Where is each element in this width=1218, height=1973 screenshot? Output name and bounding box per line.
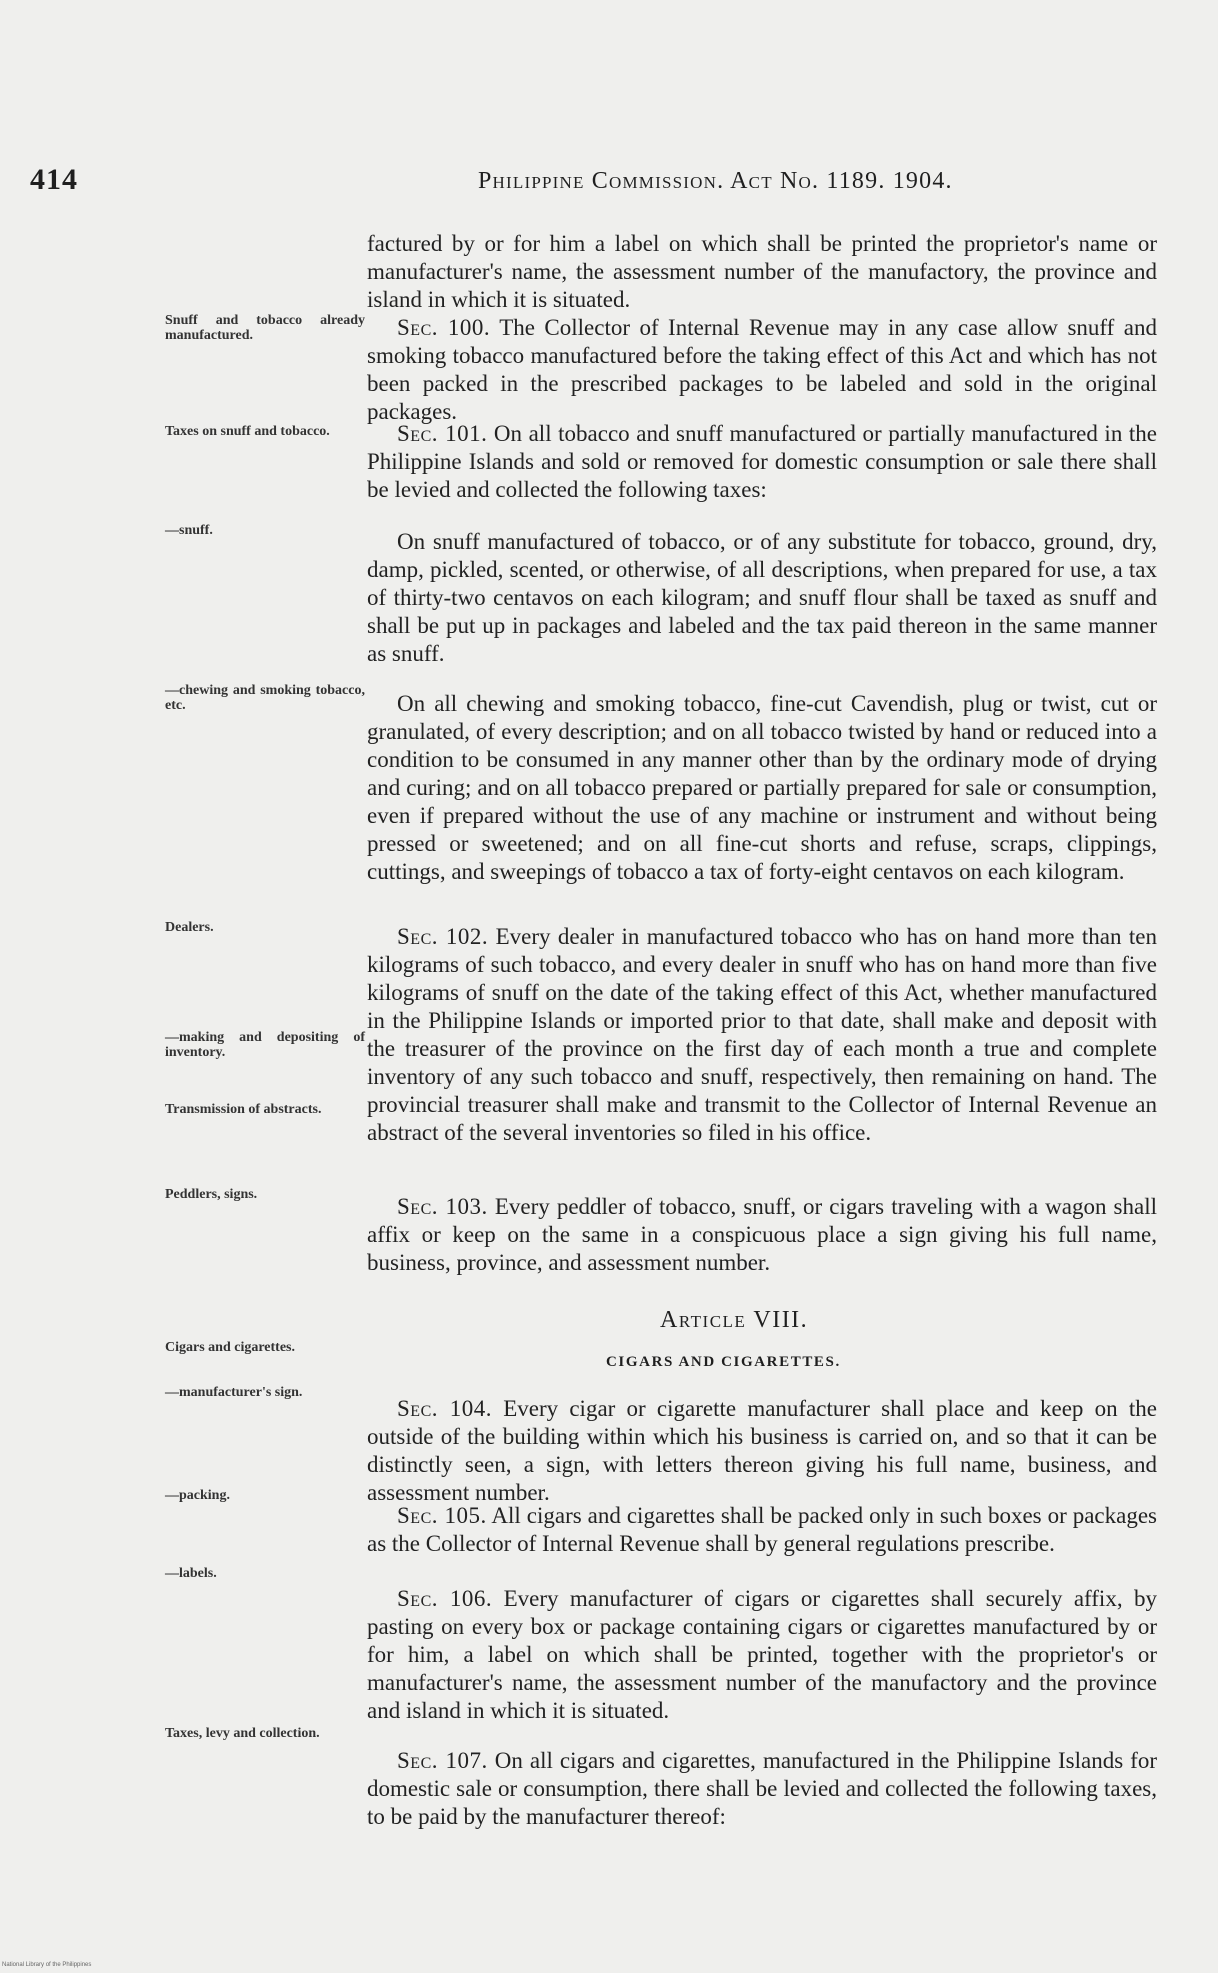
- article-subheading: CIGARS AND CIGARETTES.: [606, 1354, 841, 1370]
- margin-note: —packing.: [165, 1488, 230, 1503]
- section-text: The Collector of Internal Revenue may in any case allow snuff and smoking tobacco manufactured before the taking effect of this Act and which has not been packed in the prescribed packages to be labeled and sold in the original packages.: [367, 315, 1157, 424]
- margin-note: Dealers.: [165, 920, 214, 935]
- article-heading: Article VIII.: [660, 1307, 809, 1333]
- section-text: Every cigar or cigarette manufacturer shall place and keep on the outside of the building within which his business is carried on, and so that it can be distinctly seen, a sign, with letters thereon giving his full name, business, and assessment number.: [367, 1396, 1157, 1505]
- margin-note: —labels.: [165, 1566, 217, 1581]
- section-105: [367, 1502, 1157, 1558]
- section-text: All cigars and cigarettes shall be packed only in such boxes or packages as the Collector of Internal Revenue shall by general regulations prescribe.: [367, 1503, 1157, 1556]
- section-label: Sec. 106.: [397, 1586, 493, 1611]
- margin-note: —manufacturer's sign.: [165, 1385, 303, 1400]
- page-number: 414: [30, 163, 78, 196]
- section-label: Sec. 105.: [397, 1503, 487, 1528]
- section-101: [367, 420, 1157, 504]
- margin-note: Peddlers, signs.: [165, 1187, 258, 1202]
- section-103: [367, 1193, 1157, 1277]
- section-label: Sec. 107.: [397, 1748, 488, 1773]
- section-text: On all cigars and cigarettes, manufactured in the Philippine Islands for domestic sale or consumption, there shall be levied and collected the following taxes, to be paid by the manufacturer thereof:: [367, 1748, 1157, 1829]
- margin-note: Snuff and tobacco already manufactured.: [165, 313, 365, 343]
- section-107: [367, 1747, 1157, 1831]
- section-text: Every manufacturer of cigars or cigarettes shall securely affix, by pasting on every box or package containing cigars or cigarettes manufactured by or for him, a label on which shall be printed, together with the proprietor's or manufacturer's name, the assessment number of the manufactory and the province and island in which it is situated.: [367, 1586, 1157, 1723]
- margin-note: Transmission of abstracts.: [165, 1102, 322, 1117]
- scan-footer: National Library of the Philippines: [2, 1962, 92, 1968]
- section-text: On all tobacco and snuff manufactured or partially manufactured in the Philippine Islands and sold or removed for domestic consumption or sale there shall be levied and collected the following taxes:: [367, 421, 1157, 502]
- section-label: Sec. 100.: [397, 315, 491, 340]
- chewing-tobacco-paragraph: On all chewing and smoking tobacco, fine-cut Cavendish, plug or twist, cut or granulated, of every description; and on all tobacco twisted by hand or reduced into a condition to be consumed in any manner other than by the ordinary mode of drying and curing; and on all tobacco prepared or partially prepared for sale or consumption, even if prepared without the use of any machine or instrument and without being pressed or sweetened; and on all fine-cut shorts and refuse, scraps, clippings, cuttings, and sweepings of tobacco a tax of forty-eight centavos on each kilogram.: [367, 691, 1157, 884]
- margin-note: Cigars and cigarettes.: [165, 1340, 295, 1355]
- margin-note: Taxes on snuff and tobacco.: [165, 424, 330, 439]
- section-106: [367, 1585, 1157, 1725]
- section-label: Sec. 104.: [397, 1396, 492, 1421]
- paragraph-continuation: factured by or for him a label on which shall be printed the proprietor's name or manufacturer's name, the assessment number of the manufactory, the province and island in which it is situated.: [367, 231, 1157, 312]
- section-104: [367, 1395, 1157, 1507]
- section-label: Sec. 101.: [397, 421, 488, 446]
- section-label: Sec. 103.: [397, 1194, 488, 1219]
- section-text: Every dealer in manufactured tobacco who has on hand more than ten kilograms of such tobacco, and every dealer in snuff who has on hand more than five kilograms of snuff on the date of the taking effect of this Act, whether manufactured in the Philippine Islands or imported prior to that date, shall make and deposit with the treasurer of the province on the first day of each month a true and complete inventory of any such tobacco and snuff, respectively, then remaining on hand. The provincial treasurer shall make and transmit to the Collector of Internal Revenue an abstract of the several inventories so filed in his office.: [367, 924, 1157, 1145]
- section-text: Every peddler of tobacco, snuff, or cigars traveling with a wagon shall affix or keep on the same in a conspicuous place a sign giving his full name, business, province, and assessment number.: [367, 1194, 1157, 1275]
- margin-note: —snuff.: [165, 523, 213, 538]
- section-label: Sec. 102.: [397, 924, 489, 949]
- section-102: [367, 923, 1157, 1147]
- margin-note: Taxes, levy and collection.: [165, 1726, 320, 1741]
- section-100: [367, 314, 1157, 426]
- margin-note: —chewing and smoking tobacco, etc.: [165, 683, 365, 713]
- margin-note: —making and depositing of inventory.: [165, 1030, 365, 1060]
- snuff-tax-paragraph: On snuff manufactured of tobacco, or of any substitute for tobacco, ground, dry, damp, pickled, scented, or otherwise, of all descriptions, when prepared for use, a tax of thirty-two centavos on each kilogram; and snuff flour shall be taxed as snuff and shall be put up in packages and labeled and the tax paid thereon in the same manner as snuff.: [367, 529, 1157, 666]
- running-head: Philippine Commission. Act No. 1189. 1904.: [478, 168, 953, 194]
